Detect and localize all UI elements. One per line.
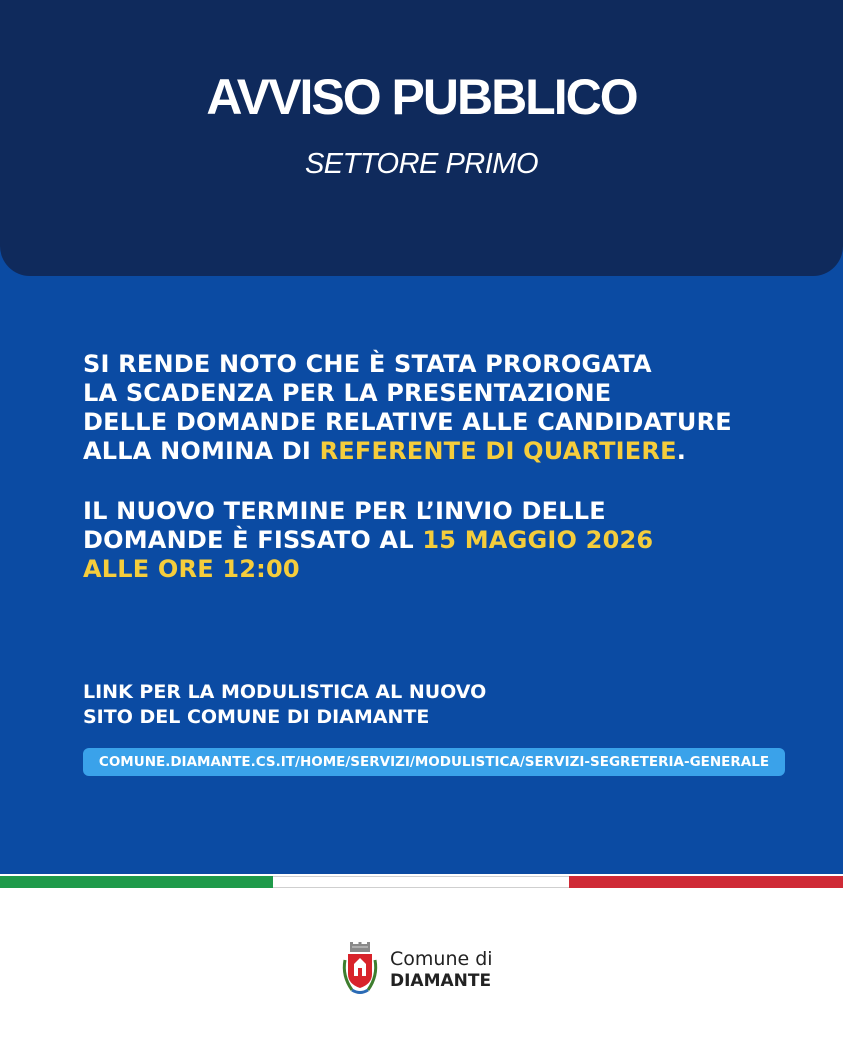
highlight-role: REFERENTE DI QUARTIERE: [319, 437, 677, 465]
comune-logo: [340, 940, 493, 1000]
flag-white: [273, 876, 569, 888]
header-banner: [0, 0, 843, 276]
page-title: AVVISO PUBBLICO: [206, 69, 637, 125]
notice-text: ALLA NOMINA DI: [83, 437, 320, 465]
modulistica-link[interactable]: COMUNE.DIAMANTE.CS.IT/HOME/SERVIZI/MODULISTICA/SERVIZI-SEGRETERIA-GENERALE: [83, 748, 785, 776]
link-intro-line: SITO DEL COMUNE DI DIAMANTE: [83, 706, 430, 728]
notice-line: LA SCADENZA PER LA PRESENTAZIONE: [83, 379, 612, 407]
notice-line: [83, 526, 653, 555]
link-intro-line: LINK PER LA MODULISTICA AL NUOVO: [83, 681, 487, 703]
highlight-date: 15 MAGGIO 2026: [422, 526, 654, 554]
page-subtitle: SETTORE PRIMO: [304, 148, 539, 180]
logo-line-diamante: DIAMANTE: [390, 971, 492, 991]
notice-extension: [83, 350, 732, 466]
flag-green: [0, 876, 273, 888]
notice-deadline: [83, 497, 653, 584]
notice-text: DOMANDE È FISSATO AL: [83, 526, 423, 554]
notice-line: SI RENDE NOTO CHE È STATA PROROGATA: [83, 350, 652, 378]
notice-line: DELLE DOMANDE RELATIVE ALLE CANDIDATURE: [83, 408, 732, 436]
highlight-time: ALLE ORE 12:00: [83, 555, 300, 583]
flag-red: [569, 876, 843, 888]
link-intro: [83, 680, 486, 730]
logo-wordmark: [390, 948, 493, 992]
italian-flag-stripe: [0, 876, 843, 888]
municipal-crest-icon: [340, 942, 380, 998]
notice-line: IL NUOVO TERMINE PER L’INVIO DELLE: [83, 497, 606, 525]
logo-line-comune: Comune di: [390, 948, 493, 970]
notice-text: .: [676, 437, 687, 465]
notice-line: [83, 437, 732, 466]
